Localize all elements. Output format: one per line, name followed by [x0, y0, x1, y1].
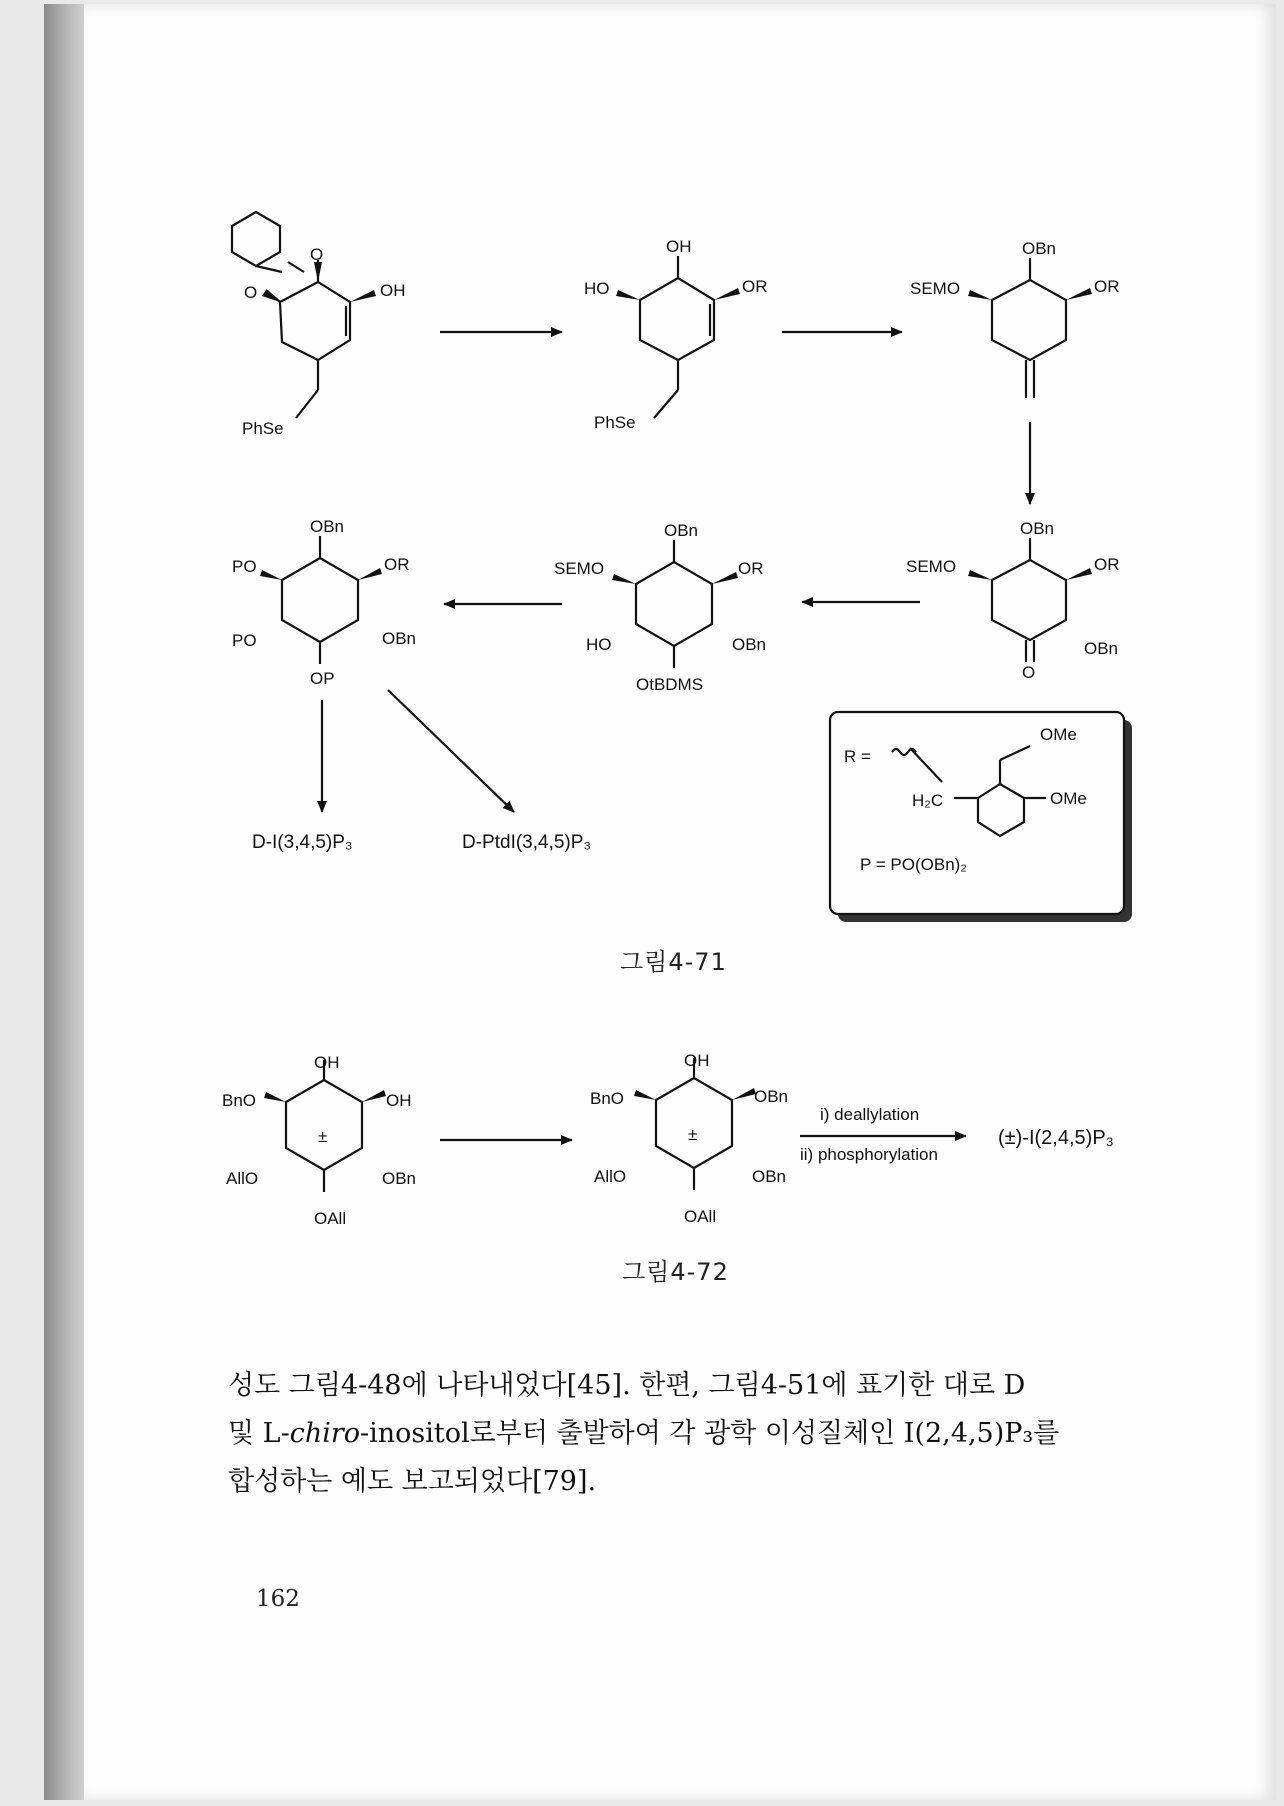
fig71-compound2-structure: [640, 256, 714, 418]
fig72-c1-obn: OBn: [382, 1169, 417, 1188]
fig71-c1-phse: PhSe: [242, 419, 284, 438]
arrow-6-product2: [388, 690, 514, 812]
fig71-c4-semo: SEMO: [906, 557, 957, 576]
fig71-compound3-structure: [992, 258, 1066, 398]
fig72-step-phosphorylation: ii) phosphorylation: [800, 1145, 938, 1164]
legend-p-definition: P = PO(OBn)₂: [860, 855, 967, 874]
body-line-2-italic: chiro: [289, 1418, 361, 1449]
fig72-compound2-structure: [656, 1058, 732, 1190]
fig72-c2-racemic: ±: [688, 1125, 698, 1144]
fig72-c1-oh-top: OH: [314, 1053, 340, 1072]
fig72-c1-allo: AllO: [226, 1169, 259, 1188]
fig71-c3-or: OR: [1094, 277, 1120, 296]
fig72-c2-obn-bottom: OBn: [752, 1167, 787, 1186]
fig72-c2-allo: AllO: [594, 1167, 627, 1186]
fig71-c5-otbdms: OtBDMS: [636, 675, 704, 694]
fig72-product: (±)-I(2,4,5)P₃: [998, 1127, 1114, 1149]
fig72-step-deallylation: i) deallylation: [820, 1105, 920, 1124]
fig71-c6-obn-top: OBn: [310, 517, 345, 536]
product-d-ptdi345p3: D-PtdI(3,4,5)P₃: [462, 832, 592, 853]
product-d-i345p3: D-I(3,4,5)P₃: [252, 832, 353, 853]
fig72-c2-bno: BnO: [590, 1089, 625, 1108]
fig71-c4-obn-top: OBn: [1020, 519, 1055, 538]
fig72-c2-oh-top: OH: [684, 1051, 710, 1070]
figure-caption-4-71: 그림4-71: [620, 948, 727, 976]
legend-ome-right: OMe: [1050, 789, 1087, 808]
fig71-c1-oh: OH: [380, 281, 406, 300]
fig71-c2-ho: HO: [584, 279, 610, 298]
page-number: 162: [256, 1586, 300, 1612]
fig71-c6-obn-right: OBn: [382, 629, 417, 648]
fig71-c1-o-top: O: [310, 245, 324, 264]
fig71-c6-op: OP: [310, 669, 335, 688]
fig71-c3-obn: OBn: [1022, 239, 1057, 258]
fig72-compound1-structure: [286, 1060, 362, 1192]
fig71-c2-phse: PhSe: [594, 413, 636, 432]
fig71-c5-ho: HO: [586, 635, 612, 654]
fig72-c1-oall: OAll: [314, 1209, 347, 1228]
fig72-c1-racemic: ±: [318, 1127, 328, 1146]
fig71-compound1-structure: [232, 212, 350, 418]
fig71-c4-obn-right: OBn: [1084, 639, 1119, 658]
fig71-c3-semo: SEMO: [910, 279, 961, 298]
fig71-compound6-structure: [282, 536, 358, 664]
fig71-c4-or: OR: [1094, 555, 1120, 574]
fig71-c6-po-bottom: PO: [232, 631, 257, 650]
fig71-compound4-structure: [992, 538, 1066, 662]
body-line-3: 합성하는 예도 보고되었다[79].: [228, 1466, 597, 1497]
fig71-compound5-structure: [636, 540, 712, 668]
fig72-c1-oh-right: OH: [386, 1091, 412, 1110]
fig72-c2-oall: OAll: [684, 1207, 717, 1226]
body-paragraph: [228, 1362, 1138, 1506]
fig71-c1-o-left: O: [244, 283, 258, 302]
fig71-c2-oh: OH: [666, 237, 692, 256]
fig72-c1-bno: BnO: [222, 1091, 257, 1110]
fig71-c5-or: OR: [738, 559, 764, 578]
body-line-2b: -inositol로부터 출발하여 각 광학 이성질체인 I(2,4,5)P₃를: [360, 1418, 1060, 1449]
body-line-2a: 및 L-: [228, 1418, 290, 1449]
legend-ome-top: OMe: [1040, 725, 1077, 744]
fig72-c2-obn-top: OBn: [754, 1087, 789, 1106]
fig71-c6-or: OR: [384, 555, 410, 574]
fig71-c5-obn-right: OBn: [732, 635, 767, 654]
fig71-c4-ketone-o: O: [1022, 663, 1036, 682]
body-line-1: 성도 그림4-48에 나타내었다[45]. 한편, 그림4-51에 표기한 대로 D: [228, 1370, 1026, 1401]
fig71-c5-obn-top: OBn: [664, 521, 699, 540]
legend-r-label: R =: [844, 747, 871, 766]
legend-box: [830, 712, 1132, 922]
legend-h2c: H₂C: [912, 791, 944, 810]
figure-caption-4-72: 그림4-72: [622, 1258, 729, 1286]
fig71-c6-po-top: PO: [232, 557, 257, 576]
fig71-c5-semo: SEMO: [554, 559, 605, 578]
fig71-c2-or: OR: [742, 277, 768, 296]
